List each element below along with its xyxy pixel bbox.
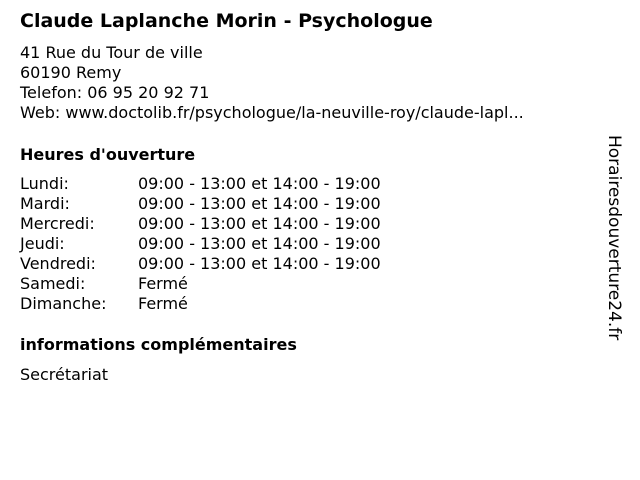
day-label: Dimanche: [20, 294, 107, 313]
hours-row [20, 214, 381, 234]
day-label: Lundi: [20, 174, 69, 193]
city-address: 60190 Remy [20, 63, 122, 82]
info-heading: informations complémentaires [20, 335, 297, 354]
page-title: Claude Laplanche Morin - Psychologue [20, 10, 433, 32]
hours-row [20, 274, 381, 294]
street-address: 41 Rue du Tour de ville [20, 43, 203, 62]
phone-line [20, 83, 524, 103]
day-hours: Fermé [138, 294, 188, 313]
hours-heading: Heures d'ouverture [20, 145, 196, 164]
day-hours: 09:00 - 13:00 et 14:00 - 19:00 [138, 174, 381, 193]
day-label: Mercredi: [20, 214, 95, 233]
hours-row [20, 234, 381, 254]
hours-table [20, 174, 381, 314]
hours-row [20, 294, 381, 314]
hours-row [20, 194, 381, 214]
phone-number[interactable]: 06 95 20 92 71 [87, 83, 210, 102]
day-hours: 09:00 - 13:00 et 14:00 - 19:00 [138, 254, 381, 273]
phone-label: Telefon: [20, 83, 83, 102]
hours-row [20, 174, 381, 194]
hours-row [20, 254, 381, 274]
day-hours: 09:00 - 13:00 et 14:00 - 19:00 [138, 194, 381, 213]
site-watermark: Horairesdouverture24.fr [604, 135, 624, 341]
web-label: Web: [20, 103, 61, 122]
info-text: Secrétariat [20, 365, 109, 384]
day-hours: 09:00 - 13:00 et 14:00 - 19:00 [138, 214, 381, 233]
day-hours: 09:00 - 13:00 et 14:00 - 19:00 [138, 234, 381, 253]
contact-block [20, 43, 524, 123]
web-link[interactable]: www.doctolib.fr/psychologue/la-neuville-roy/claude-lapl... [65, 103, 524, 122]
day-label: Vendredi: [20, 254, 96, 273]
web-line [20, 103, 524, 123]
day-hours: Fermé [138, 274, 188, 293]
day-label: Mardi: [20, 194, 70, 213]
day-label: Jeudi: [20, 234, 65, 253]
day-label: Samedi: [20, 274, 86, 293]
